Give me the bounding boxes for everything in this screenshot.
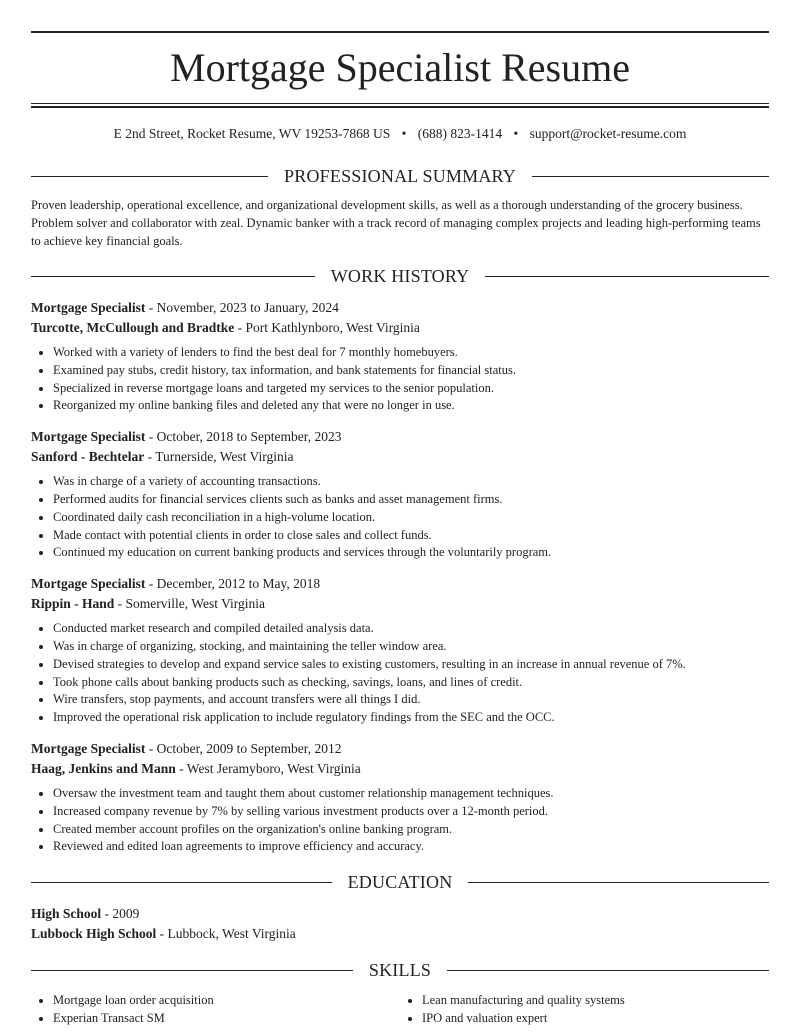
- list-item: • Mortgage loan order acquisition: [53, 992, 400, 1010]
- education-entry: [31, 904, 769, 944]
- list-item: • Coordinated daily cash reconciliation in a high-volume location.: [53, 509, 769, 527]
- work-history-heading: [31, 264, 769, 288]
- job-company: Turcotte, McCullough and Bradtke: [31, 320, 235, 335]
- job-dates: - October, 2009 to September, 2012: [145, 740, 342, 756]
- job-company-line: [31, 318, 769, 338]
- heading-rule: [485, 276, 769, 277]
- education-school: Lubbock High School: [31, 926, 157, 942]
- heading-rule: [31, 276, 315, 277]
- list-item: • Devised strategies to develop and expand service sales to existing customers, resulting in an increase in annual revenue of 7%.: [53, 656, 769, 674]
- list-item: • Worked with a variety of lenders to find the best deal for 7 monthly homebuyers.: [53, 344, 769, 362]
- heading-rule: [31, 882, 332, 883]
- job-title-line: [31, 427, 769, 447]
- summary-text: Proven leadership, operational excellence, and organizational development skills, as well as a thorough understanding of the grocery business. Problem solver and collaborator with zeal. Dynamic banker with a track record of managing complex projects and leading high-performing teams to achieve key financial goals.: [31, 198, 761, 248]
- summary-heading: [31, 164, 769, 188]
- list-item: • Created member account profiles on the organization's online banking program.: [53, 821, 769, 839]
- education-school-line: [31, 924, 769, 944]
- education-heading-text: EDUCATION: [347, 872, 453, 893]
- resume-title: Mortgage Specialist Resume: [170, 45, 630, 90]
- job-location: - West Jeramyboro, West Virginia: [175, 760, 361, 776]
- heading-rule: [447, 970, 769, 971]
- heading-rule: [31, 970, 353, 971]
- job-company-line: [31, 594, 769, 614]
- job-title: Mortgage Specialist: [31, 300, 146, 315]
- job-entry: [31, 574, 769, 727]
- job-company-line: [31, 447, 769, 467]
- job-title-line: [31, 739, 769, 759]
- skills-heading: [31, 958, 769, 982]
- list-item: • Reviewed and edited loan agreements to improve efficiency and accuracy.: [53, 838, 769, 856]
- list-item: • Specialized in reverse mortgage loans and targeted my services to the senior population.: [53, 380, 769, 398]
- job-title-line: [31, 298, 769, 318]
- education-degree: High School: [31, 906, 102, 922]
- job-title-line: [31, 574, 769, 594]
- list-item: • Was in charge of a variety of accounting transactions.: [53, 473, 769, 491]
- list-item: • Lean manufacturing and quality systems: [422, 992, 769, 1010]
- job-dates: - October, 2018 to September, 2023: [145, 429, 342, 445]
- list-item: • Was in charge of organizing, stocking, and maintaining the teller window area.: [53, 638, 769, 656]
- list-item: • Wire transfers, stop payments, and account transfers were all things I did.: [53, 691, 769, 709]
- job-company: Rippin - Hand: [31, 596, 115, 612]
- job-company-line: [31, 759, 769, 779]
- contact-separator: •: [513, 126, 519, 141]
- education-year: - 2009: [101, 906, 140, 922]
- skills-right-column: [400, 992, 769, 1028]
- work-history-heading-text: WORK HISTORY: [330, 266, 470, 286]
- job-bullets: [31, 785, 769, 856]
- list-item: • Continued my education on current banking products and services through the voluntarily program.: [53, 544, 769, 562]
- skills-heading-text: SKILLS: [368, 960, 432, 981]
- education-location: - Lubbock, West Virginia: [156, 926, 296, 942]
- list-item: • Improved the operational risk application to include regulatory findings from the SEC and the OCC.: [53, 709, 769, 727]
- job-dates: - November, 2023 to January, 2024: [145, 300, 339, 315]
- list-item: • Made contact with potential clients in order to close sales and collect funds.: [53, 527, 769, 545]
- contact-email: support@rocket-resume.com: [529, 126, 687, 141]
- job-entry: [31, 298, 769, 415]
- work-history-list: [31, 298, 769, 856]
- job-dates: - December, 2012 to May, 2018: [145, 576, 321, 592]
- job-entry: [31, 427, 769, 562]
- list-item: • Performed audits for financial services clients such as banks and asset management firms.: [53, 491, 769, 509]
- job-location: - Somerville, West Virginia: [114, 596, 266, 612]
- job-title: Mortgage Specialist: [31, 576, 146, 592]
- skills-columns: [31, 992, 769, 1028]
- list-item: • Increased company revenue by 7% by selling various investment products over a 12-month period.: [53, 803, 769, 821]
- list-item: • Conducted market research and compiled detailed analysis data.: [53, 620, 769, 638]
- list-item: • Oversaw the investment team and taught them about customer relationship management techniques.: [53, 785, 769, 803]
- job-bullets: [31, 344, 769, 415]
- skills-left-column: [31, 992, 400, 1028]
- list-item: • IPO and valuation expert: [422, 1010, 769, 1028]
- title-double-rule: [31, 103, 769, 108]
- heading-rule: [468, 882, 769, 883]
- resume-page: [31, 0, 769, 1028]
- list-item: • Examined pay stubs, credit history, tax information, and bank statements for financial status.: [53, 362, 769, 380]
- heading-rule: [31, 176, 268, 177]
- job-title: Mortgage Specialist: [31, 429, 146, 445]
- job-bullets: [31, 473, 769, 562]
- summary-heading-text: PROFESSIONAL SUMMARY: [284, 166, 516, 186]
- list-item: • Took phone calls about banking products such as checking, savings, loans, and lines of credit.: [53, 674, 769, 692]
- contact-separator: •: [401, 126, 407, 141]
- contact-phone: (688) 823-1414: [417, 126, 503, 141]
- job-location: - Port Kathlynboro, West Virginia: [234, 320, 420, 335]
- contact-line: [31, 124, 769, 144]
- job-location: - Turnerside, West Virginia: [144, 449, 294, 465]
- heading-rule: [532, 176, 769, 177]
- job-entry: [31, 739, 769, 856]
- job-company: Sanford - Bechtelar: [31, 449, 145, 465]
- job-title: Mortgage Specialist: [31, 740, 146, 756]
- job-bullets: [31, 620, 769, 727]
- education-heading: [31, 870, 769, 894]
- contact-address: E 2nd Street, Rocket Resume, WV 19253-7868 US: [113, 126, 391, 141]
- education-degree-line: [31, 904, 769, 924]
- job-company: Haag, Jenkins and Mann: [31, 760, 176, 776]
- list-item: • Reorganized my online banking files and deleted any that were no longer in use.: [53, 397, 769, 415]
- list-item: • Experian Transact SM: [53, 1010, 400, 1028]
